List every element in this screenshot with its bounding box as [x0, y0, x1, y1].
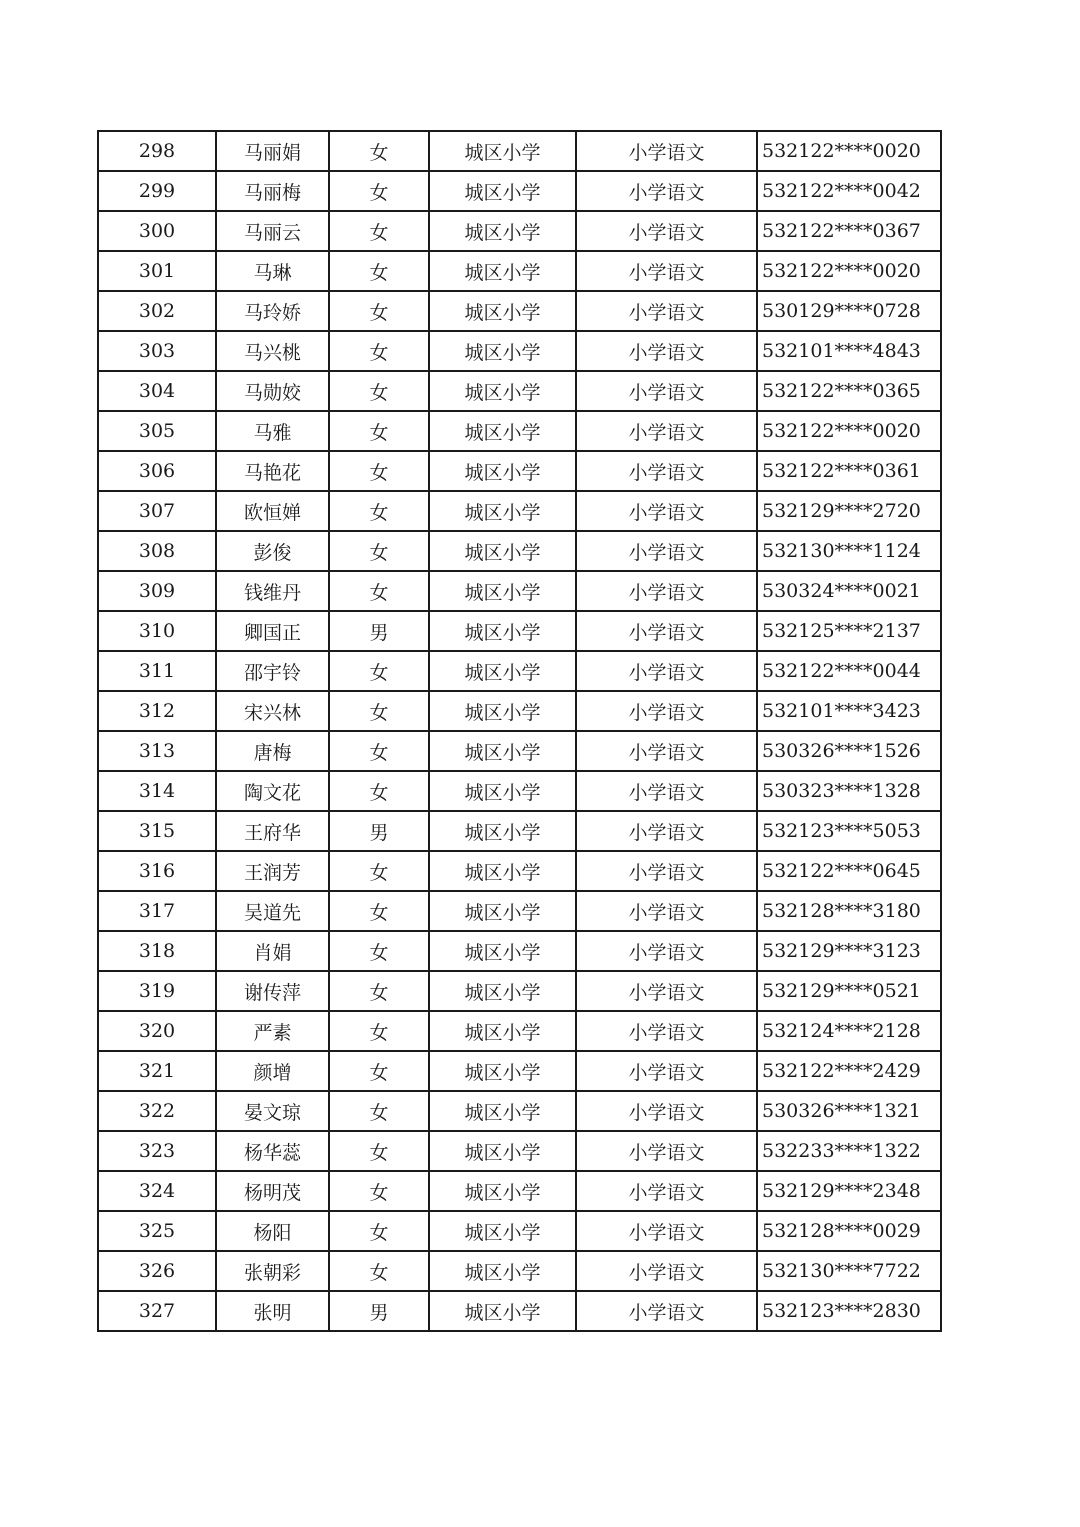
- table-row: [98, 1091, 941, 1131]
- subject-cell: 小学语文: [576, 491, 757, 531]
- subject-cell: 小学语文: [576, 291, 757, 331]
- name-cell: 陶文花: [216, 771, 329, 811]
- name-cell: 严素: [216, 1011, 329, 1051]
- name-cell: 马丽云: [216, 211, 329, 251]
- name-cell: 欧恒婵: [216, 491, 329, 531]
- table-row: [98, 691, 941, 731]
- id-number-cell: 532125****2137: [757, 611, 941, 651]
- subject-cell: 小学语文: [576, 1091, 757, 1131]
- gender-cell: 女: [329, 1131, 429, 1171]
- subject-cell: 小学语文: [576, 531, 757, 571]
- school-cell: 城区小学: [429, 691, 576, 731]
- table-row: [98, 171, 941, 211]
- serial-number-cell: 299: [98, 171, 216, 211]
- id-number-cell: 532122****0020: [757, 131, 941, 171]
- id-number-cell: 532130****1124: [757, 531, 941, 571]
- serial-number-cell: 314: [98, 771, 216, 811]
- name-cell: 彭俊: [216, 531, 329, 571]
- subject-cell: 小学语文: [576, 411, 757, 451]
- table-row: [98, 131, 941, 171]
- id-number-cell: 532123****5053: [757, 811, 941, 851]
- id-number-cell: 532122****2429: [757, 1051, 941, 1091]
- name-cell: 杨阳: [216, 1211, 329, 1251]
- gender-cell: 女: [329, 1011, 429, 1051]
- serial-number-cell: 318: [98, 931, 216, 971]
- table-row: [98, 851, 941, 891]
- id-number-cell: 532122****0361: [757, 451, 941, 491]
- serial-number-cell: 325: [98, 1211, 216, 1251]
- id-number-cell: 530326****1321: [757, 1091, 941, 1131]
- name-cell: 卿国正: [216, 611, 329, 651]
- table-row: [98, 451, 941, 491]
- school-cell: 城区小学: [429, 131, 576, 171]
- serial-number-cell: 298: [98, 131, 216, 171]
- school-cell: 城区小学: [429, 171, 576, 211]
- table-row: [98, 331, 941, 371]
- school-cell: 城区小学: [429, 291, 576, 331]
- name-cell: 马丽娟: [216, 131, 329, 171]
- subject-cell: 小学语文: [576, 571, 757, 611]
- subject-cell: 小学语文: [576, 931, 757, 971]
- serial-number-cell: 323: [98, 1131, 216, 1171]
- serial-number-cell: 313: [98, 731, 216, 771]
- school-cell: 城区小学: [429, 971, 576, 1011]
- table-row: [98, 611, 941, 651]
- serial-number-cell: 317: [98, 891, 216, 931]
- serial-number-cell: 312: [98, 691, 216, 731]
- gender-cell: 女: [329, 1171, 429, 1211]
- gender-cell: 女: [329, 1091, 429, 1131]
- gender-cell: 女: [329, 931, 429, 971]
- school-cell: 城区小学: [429, 1251, 576, 1291]
- id-number-cell: 532123****2830: [757, 1291, 941, 1331]
- subject-cell: 小学语文: [576, 691, 757, 731]
- name-cell: 杨明茂: [216, 1171, 329, 1211]
- name-cell: 马艳花: [216, 451, 329, 491]
- school-cell: 城区小学: [429, 1131, 576, 1171]
- id-number-cell: 532101****4843: [757, 331, 941, 371]
- subject-cell: 小学语文: [576, 1171, 757, 1211]
- id-number-cell: 530323****1328: [757, 771, 941, 811]
- subject-cell: 小学语文: [576, 811, 757, 851]
- school-cell: 城区小学: [429, 1211, 576, 1251]
- id-number-cell: 532122****0367: [757, 211, 941, 251]
- table-row: [98, 571, 941, 611]
- school-cell: 城区小学: [429, 611, 576, 651]
- id-number-cell: 532122****0044: [757, 651, 941, 691]
- name-cell: 钱维丹: [216, 571, 329, 611]
- name-cell: 唐梅: [216, 731, 329, 771]
- table-row: [98, 931, 941, 971]
- gender-cell: 女: [329, 451, 429, 491]
- gender-cell: 女: [329, 1251, 429, 1291]
- id-number-cell: 532129****2348: [757, 1171, 941, 1211]
- table-row: [98, 251, 941, 291]
- gender-cell: 女: [329, 211, 429, 251]
- name-cell: 马玲娇: [216, 291, 329, 331]
- name-cell: 王府华: [216, 811, 329, 851]
- school-cell: 城区小学: [429, 1051, 576, 1091]
- name-cell: 宋兴林: [216, 691, 329, 731]
- subject-cell: 小学语文: [576, 1011, 757, 1051]
- table-row: [98, 651, 941, 691]
- id-number-cell: 530326****1526: [757, 731, 941, 771]
- table-row: [98, 1291, 941, 1331]
- serial-number-cell: 304: [98, 371, 216, 411]
- name-cell: 肖娟: [216, 931, 329, 971]
- name-cell: 吴道先: [216, 891, 329, 931]
- gender-cell: 女: [329, 291, 429, 331]
- school-cell: 城区小学: [429, 531, 576, 571]
- serial-number-cell: 307: [98, 491, 216, 531]
- subject-cell: 小学语文: [576, 251, 757, 291]
- roster-table: [97, 130, 942, 1332]
- serial-number-cell: 303: [98, 331, 216, 371]
- serial-number-cell: 315: [98, 811, 216, 851]
- table-row: [98, 531, 941, 571]
- serial-number-cell: 322: [98, 1091, 216, 1131]
- serial-number-cell: 326: [98, 1251, 216, 1291]
- table-row: [98, 1251, 941, 1291]
- gender-cell: 女: [329, 731, 429, 771]
- school-cell: 城区小学: [429, 731, 576, 771]
- school-cell: 城区小学: [429, 651, 576, 691]
- school-cell: 城区小学: [429, 1091, 576, 1131]
- subject-cell: 小学语文: [576, 1251, 757, 1291]
- table-row: [98, 291, 941, 331]
- school-cell: 城区小学: [429, 1291, 576, 1331]
- gender-cell: 女: [329, 1211, 429, 1251]
- gender-cell: 男: [329, 1291, 429, 1331]
- table-row: [98, 491, 941, 531]
- id-number-cell: 532129****0521: [757, 971, 941, 1011]
- gender-cell: 女: [329, 411, 429, 451]
- name-cell: 张朝彩: [216, 1251, 329, 1291]
- name-cell: 谢传萍: [216, 971, 329, 1011]
- id-number-cell: 532233****1322: [757, 1131, 941, 1171]
- id-number-cell: 532128****0029: [757, 1211, 941, 1251]
- gender-cell: 女: [329, 531, 429, 571]
- name-cell: 晏文琼: [216, 1091, 329, 1131]
- school-cell: 城区小学: [429, 371, 576, 411]
- name-cell: 颜增: [216, 1051, 329, 1091]
- school-cell: 城区小学: [429, 811, 576, 851]
- serial-number-cell: 305: [98, 411, 216, 451]
- serial-number-cell: 300: [98, 211, 216, 251]
- id-number-cell: 532129****3123: [757, 931, 941, 971]
- table-row: [98, 1131, 941, 1171]
- subject-cell: 小学语文: [576, 771, 757, 811]
- name-cell: 马丽梅: [216, 171, 329, 211]
- serial-number-cell: 302: [98, 291, 216, 331]
- school-cell: 城区小学: [429, 491, 576, 531]
- serial-number-cell: 320: [98, 1011, 216, 1051]
- serial-number-cell: 316: [98, 851, 216, 891]
- name-cell: 马勋姣: [216, 371, 329, 411]
- school-cell: 城区小学: [429, 251, 576, 291]
- gender-cell: 女: [329, 371, 429, 411]
- subject-cell: 小学语文: [576, 971, 757, 1011]
- id-number-cell: 532122****0020: [757, 251, 941, 291]
- subject-cell: 小学语文: [576, 651, 757, 691]
- school-cell: 城区小学: [429, 891, 576, 931]
- gender-cell: 女: [329, 331, 429, 371]
- table-row: [98, 771, 941, 811]
- id-number-cell: 530324****0021: [757, 571, 941, 611]
- school-cell: 城区小学: [429, 411, 576, 451]
- roster-table-body: [98, 131, 941, 1331]
- school-cell: 城区小学: [429, 211, 576, 251]
- table-row: [98, 1051, 941, 1091]
- id-number-cell: 532130****7722: [757, 1251, 941, 1291]
- table-row: [98, 1211, 941, 1251]
- table-row: [98, 411, 941, 451]
- name-cell: 杨华蕊: [216, 1131, 329, 1171]
- serial-number-cell: 327: [98, 1291, 216, 1331]
- table-row: [98, 971, 941, 1011]
- serial-number-cell: 324: [98, 1171, 216, 1211]
- name-cell: 王润芳: [216, 851, 329, 891]
- table-row: [98, 1011, 941, 1051]
- table-row: [98, 1171, 941, 1211]
- subject-cell: 小学语文: [576, 331, 757, 371]
- school-cell: 城区小学: [429, 451, 576, 491]
- id-number-cell: 532122****0020: [757, 411, 941, 451]
- subject-cell: 小学语文: [576, 211, 757, 251]
- serial-number-cell: 310: [98, 611, 216, 651]
- gender-cell: 女: [329, 1051, 429, 1091]
- gender-cell: 女: [329, 131, 429, 171]
- name-cell: 邵宇铃: [216, 651, 329, 691]
- subject-cell: 小学语文: [576, 1291, 757, 1331]
- gender-cell: 男: [329, 611, 429, 651]
- table-row: [98, 891, 941, 931]
- subject-cell: 小学语文: [576, 1051, 757, 1091]
- school-cell: 城区小学: [429, 931, 576, 971]
- gender-cell: 女: [329, 971, 429, 1011]
- id-number-cell: 532122****0645: [757, 851, 941, 891]
- name-cell: 马雅: [216, 411, 329, 451]
- school-cell: 城区小学: [429, 851, 576, 891]
- table-row: [98, 211, 941, 251]
- serial-number-cell: 308: [98, 531, 216, 571]
- gender-cell: 女: [329, 691, 429, 731]
- name-cell: 马兴桃: [216, 331, 329, 371]
- table-row: [98, 371, 941, 411]
- gender-cell: 女: [329, 891, 429, 931]
- id-number-cell: 532128****3180: [757, 891, 941, 931]
- id-number-cell: 532101****3423: [757, 691, 941, 731]
- name-cell: 张明: [216, 1291, 329, 1331]
- serial-number-cell: 306: [98, 451, 216, 491]
- id-number-cell: 532124****2128: [757, 1011, 941, 1051]
- subject-cell: 小学语文: [576, 131, 757, 171]
- school-cell: 城区小学: [429, 1011, 576, 1051]
- subject-cell: 小学语文: [576, 1131, 757, 1171]
- subject-cell: 小学语文: [576, 371, 757, 411]
- id-number-cell: 532129****2720: [757, 491, 941, 531]
- school-cell: 城区小学: [429, 571, 576, 611]
- serial-number-cell: 319: [98, 971, 216, 1011]
- gender-cell: 女: [329, 251, 429, 291]
- gender-cell: 女: [329, 651, 429, 691]
- id-number-cell: 532122****0042: [757, 171, 941, 211]
- subject-cell: 小学语文: [576, 171, 757, 211]
- subject-cell: 小学语文: [576, 611, 757, 651]
- subject-cell: 小学语文: [576, 731, 757, 771]
- serial-number-cell: 309: [98, 571, 216, 611]
- serial-number-cell: 321: [98, 1051, 216, 1091]
- serial-number-cell: 301: [98, 251, 216, 291]
- table-row: [98, 731, 941, 771]
- gender-cell: 女: [329, 771, 429, 811]
- id-number-cell: 530129****0728: [757, 291, 941, 331]
- gender-cell: 女: [329, 571, 429, 611]
- id-number-cell: 532122****0365: [757, 371, 941, 411]
- school-cell: 城区小学: [429, 331, 576, 371]
- subject-cell: 小学语文: [576, 851, 757, 891]
- subject-cell: 小学语文: [576, 891, 757, 931]
- subject-cell: 小学语文: [576, 451, 757, 491]
- serial-number-cell: 311: [98, 651, 216, 691]
- gender-cell: 女: [329, 171, 429, 211]
- school-cell: 城区小学: [429, 771, 576, 811]
- gender-cell: 女: [329, 491, 429, 531]
- gender-cell: 女: [329, 851, 429, 891]
- school-cell: 城区小学: [429, 1171, 576, 1211]
- name-cell: 马琳: [216, 251, 329, 291]
- gender-cell: 男: [329, 811, 429, 851]
- subject-cell: 小学语文: [576, 1211, 757, 1251]
- table-row: [98, 811, 941, 851]
